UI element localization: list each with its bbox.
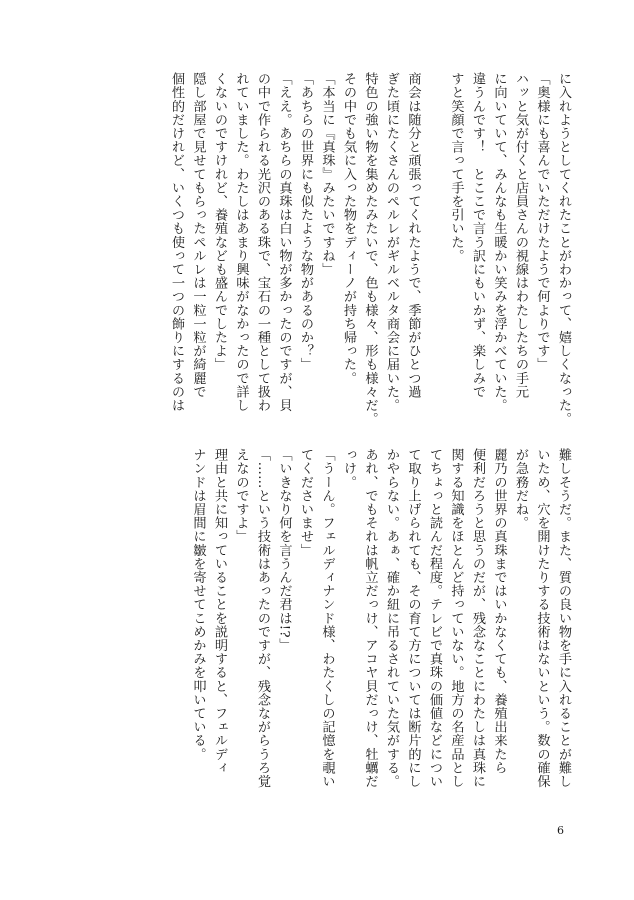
text-line: 個性的だけれど、いくつも使って一つの飾りにするのは [169,72,184,412]
text-line: すと笑顔で言って手を引いた。 [448,72,464,263]
text-line: 「うーん。フェルディナンド様、わたくしの記憶を覗い [319,448,335,788]
text-line: の中で作られる光沢のある珠で、宝石の一種として扱わ [255,72,270,412]
text-line: ぎた頃にたくさんのペルレがギルベルタ商会に届いた。 [384,72,399,412]
page-number: 6 [557,824,564,837]
text-line: っけ。 [341,448,356,489]
text-line: 違うんです！ とここで言う訳にもいかず、楽しみで [470,72,485,399]
text-line: て取り上げられても、その育て方については断片的にし [405,448,421,788]
text-line: くないのですけれど、養殖なども盛んでしたよ」 [212,72,227,372]
text-line: 商会は随分と頑張ってくれたようで、季節がひとつ過 [405,72,421,399]
text-line: その中でも気に入った物をディーノが持ち帰った。 [341,72,356,385]
text-line: 「……という技術はあったのですが、残念ながらうろ覚 [255,448,270,788]
blank-line [424,72,446,438]
text-line: に入れようとしてくれたことがわかって、嬉しくなった。 [556,72,571,426]
upper-text-block [166,72,575,438]
text-line: 難しそうだ。また、質の良い物を手に入れることが難し [556,448,571,788]
text-line: いため、穴を開けたりする技術はないという。数の確保 [534,448,550,788]
text-line: えなのですよ」 [233,448,249,544]
text-line: かやらない。あぁ、確か紐に吊るされていた気がする。 [384,448,399,788]
text-line: 麗乃の世界の真珠まではいかなくても、養殖出来たら [491,448,507,775]
text-line: 理由と共に知っていることを説明すると、フェルディ [212,448,227,775]
text-line: あれ、でもそれは帆立だっけ、アコヤ貝だっけ、牡蠣だ [362,448,378,788]
text-line: 「いきなり何を言うんだ君は!?」 [276,448,292,652]
text-line: に向いていて、みんなも生暖かい笑みを浮かべていた。 [491,72,507,412]
text-line: てちょっと読んだ程度。テレビで真珠の価値などについ [427,448,442,788]
text-line: 「奥様にも喜んでいただけたようで何よりです」 [534,72,550,372]
text-line: ハッと気が付くと店員さんの視線はわたしたちの手元 [513,72,528,399]
text-line: が急務だね。 [513,448,528,530]
text-line: 「あちらの世界にも似たような物があるのか？」 [298,72,313,372]
text-line: ナンドは眉間に皺を寄せてこめかみを叩いている。 [190,448,206,761]
text-line: 「本当に『真珠』みたいですね」 [319,72,335,276]
text-line: 特色の強い物を集めたみたいで、色も様々、形も様々だ。 [362,72,378,426]
text-line: 隠し部屋で見せてもらったペルレは一粒一粒が綺麗で [190,72,206,399]
text-line: れていました。わたしはあまり興味がなかったので詳し [233,72,249,412]
lower-text-block [187,448,574,814]
text-line: 便利だろうと思うのだが、残念なことにわたしは真珠に [470,448,485,788]
text-line: 関する知識をほとんど持っていない。地方の名産品とし [448,448,464,788]
text-line: てくださいませ」 [298,448,313,557]
text-line: 「ええ。あちらの真珠は白い物が多かったのですが、貝 [276,72,292,412]
